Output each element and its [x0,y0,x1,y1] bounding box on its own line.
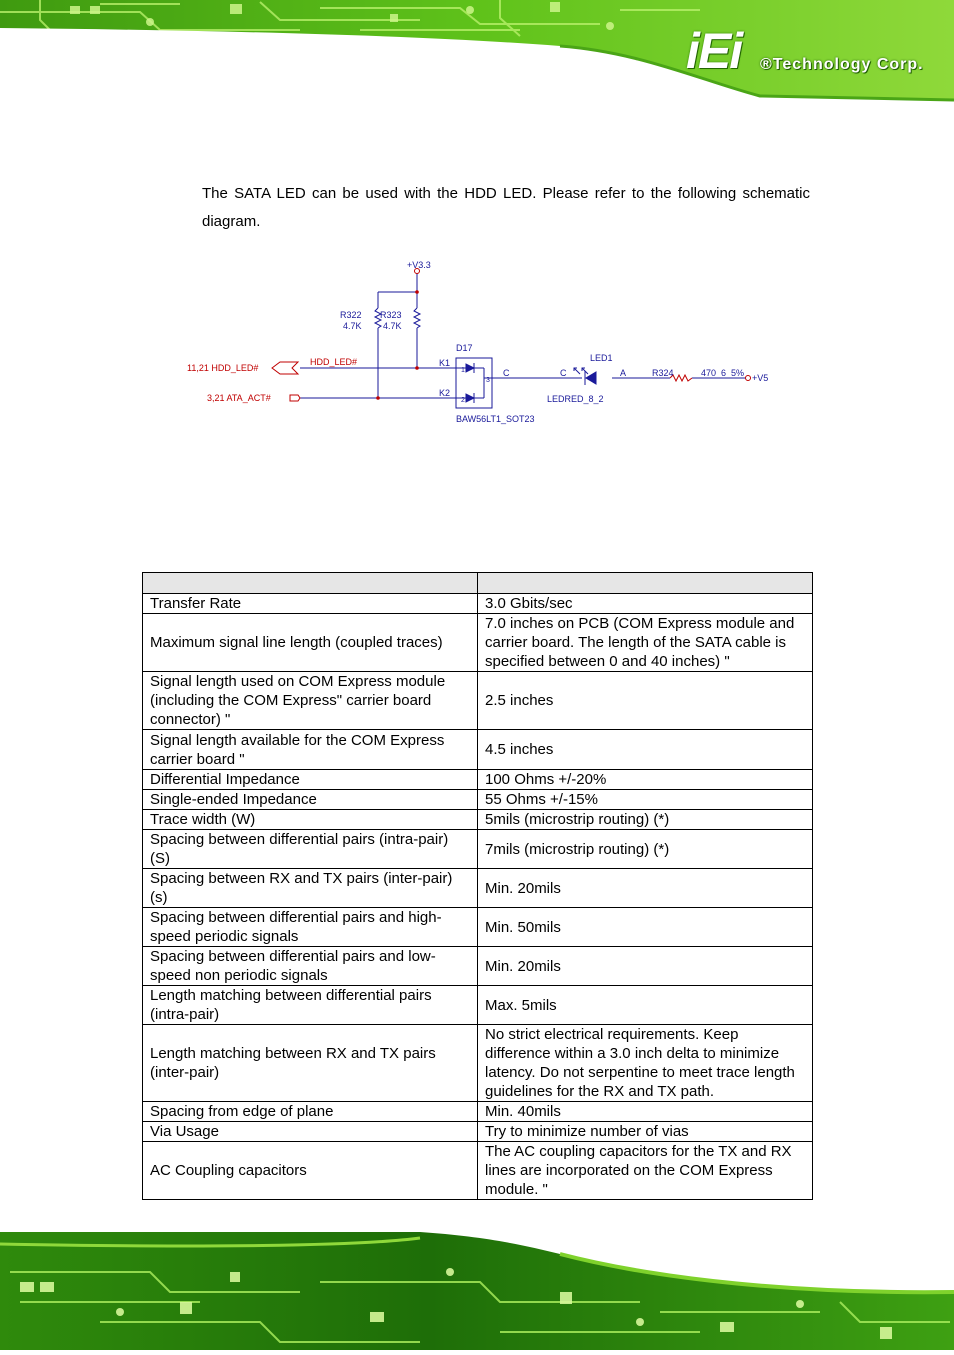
table-header-row [143,573,813,594]
label-r322-ref: R322 [340,310,362,320]
parameter-cell: Single-ended Impedance [143,790,478,810]
label-ata-port: 3,21 ATA_ACT# [207,393,271,403]
table-row [143,770,813,790]
value-cell: Min. 40mils [478,1102,813,1122]
sata-led-schematic [180,250,780,440]
value-cell: 3.0 Gbits/sec [478,594,813,614]
table-row [143,869,813,908]
table-row [143,1142,813,1200]
table-row [143,908,813,947]
parameter-cell: Trace width (W) [143,810,478,830]
value-cell: Try to minimize number of vias [478,1122,813,1142]
table-row [143,986,813,1025]
parameter-cell: Signal length available for the COM Express carrier board " [143,730,478,770]
table-body [143,594,813,1200]
label-k2: K2 [439,388,451,398]
label-r323-ref: R323 [380,310,402,320]
parameter-cell: Spacing from edge of plane [143,1102,478,1122]
label-r322-value: 4.7K [343,321,362,331]
company-logo [686,23,948,82]
value-cell: 55 Ohms +/-15% [478,790,813,810]
sata-signal-spec-table [142,572,813,1200]
label-r324-ref: R324 [652,368,674,378]
table-row [143,1025,813,1102]
value-cell: 100 Ohms +/-20% [478,770,813,790]
parameter-cell: AC Coupling capacitors [143,1142,478,1200]
value-cell: Min. 50mils [478,908,813,947]
label-r324-value: 470_6_5% [701,368,745,378]
label-pin2: 2 [461,397,465,404]
label-pin3: 3 [486,377,490,384]
value-cell: Min. 20mils [478,869,813,908]
label-led-pin-c: C [560,368,567,378]
value-cell: Max. 5mils [478,986,813,1025]
label-power-3v3: +V3.3 [407,260,431,270]
table-row [143,672,813,730]
value-cell: The AC coupling capacitors for the TX and RX lines are incorporated on the COM Express module. " [478,1142,813,1200]
value-cell: 7.0 inches on PCB (COM Express module and carrier board. The length of the SATA cable is specified between 0 and 40 inches) " [478,614,813,672]
value-cell: 7mils (microstrip routing) (*) [478,830,813,869]
table-row [143,614,813,672]
label-led-part: LEDRED_8_2 [547,394,604,404]
parameter-cell: Maximum signal line length (coupled traces) [143,614,478,672]
label-diode-pin-c: C [503,368,510,378]
table-row [143,790,813,810]
label-power-5v: +V5 [752,373,769,383]
value-cell: Min. 20mils [478,947,813,986]
value-cell: 2.5 inches [478,672,813,730]
table-row [143,947,813,986]
parameter-cell: Signal length used on COM Express module (including the COM Express" carrier board connector) " [143,672,478,730]
logo-tagline: ®Technology Corp. [760,56,924,73]
parameter-cell: Spacing between differential pairs and low-speed non periodic signals [143,947,478,986]
label-led-pin-a: A [620,368,627,378]
circuit-board-footer-graphic [0,1232,954,1350]
parameter-cell: Length matching between differential pairs (intra-pair) [143,986,478,1025]
parameter-cell: Differential Impedance [143,770,478,790]
parameter-cell: Spacing between differential pairs (intra-pair) (S) [143,830,478,869]
table-row [143,830,813,869]
value-cell: 5mils (microstrip routing) (*) [478,810,813,830]
table-header-cell [143,573,478,594]
table-row [143,810,813,830]
value-cell: 4.5 inches [478,730,813,770]
label-d17-part: BAW56LT1_SOT23 [456,414,535,424]
table-row [143,594,813,614]
label-k1: K1 [439,358,451,368]
footer-banner [0,1232,954,1350]
parameter-cell: Spacing between RX and TX pairs (inter-pair) (s) [143,869,478,908]
table-row [143,730,813,770]
label-pin1: 1 [461,367,465,374]
logo-mark: iEi [686,23,742,79]
label-hdd-net: HDD_LED# [310,357,358,367]
table-row [143,1102,813,1122]
intro-paragraph: The SATA LED can be used with the HDD LED. Please refer to the following schematic diagram. [202,185,810,230]
parameter-cell: Via Usage [143,1122,478,1142]
header-banner [0,0,954,120]
label-led1-ref: LED1 [590,353,613,363]
schematic-diagram [180,250,780,440]
table-header-cell [478,573,813,594]
label-d17-ref: D17 [456,343,473,353]
value-cell: No strict electrical requirements. Keep difference within a 3.0 inch delta to minimize latency. Do not serpentine to meet trace length guidelines for the RX and TX path. [478,1025,813,1102]
parameter-cell: Transfer Rate [143,594,478,614]
label-hdd-port: 11,21 HDD_LED# [187,363,259,373]
parameter-cell: Length matching between RX and TX pairs (inter-pair) [143,1025,478,1102]
parameter-cell: Spacing between differential pairs and high-speed periodic signals [143,908,478,947]
table-row [143,1122,813,1142]
label-r323-value: 4.7K [383,321,402,331]
